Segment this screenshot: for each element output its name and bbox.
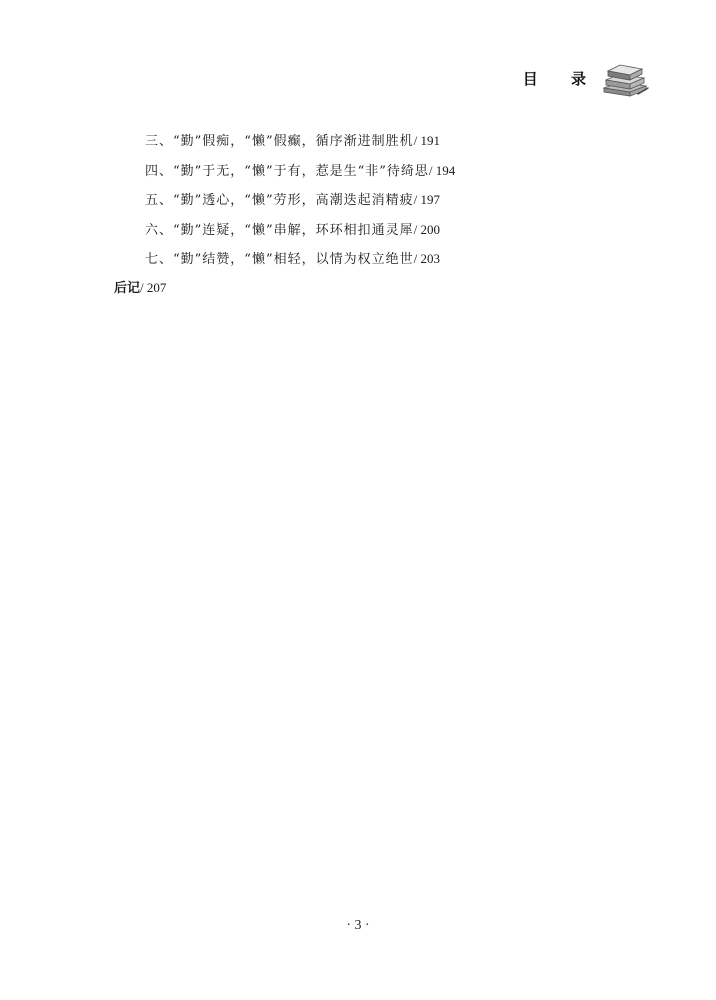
toc-entry-afterword[interactable] <box>114 280 166 297</box>
page-header <box>523 58 650 98</box>
toc-entry-text: 四、“勤”于无，“懒”于有，惹是生“非”待绮思 <box>145 164 429 179</box>
toc-entry-text: 三、“勤”假痴，“懒”假癫，循序渐进制胜机 <box>145 134 414 149</box>
toc-entry-7[interactable] <box>145 251 440 268</box>
toc-entry-page: / 203 <box>413 251 440 266</box>
toc-entry-page: / 194 <box>428 163 456 178</box>
toc-entry-text: 七、“勤”结赞，“懒”相轻，以情为权立绝世 <box>145 252 414 267</box>
books-stack-icon <box>600 58 650 98</box>
toc-entry-page: / 200 <box>413 222 440 237</box>
toc-entry-4[interactable] <box>145 163 455 180</box>
toc-entry-text: 六、“勤”连疑，“懒”串解，环环相扣通灵犀 <box>145 223 414 238</box>
toc-entry-page: / 191 <box>413 133 440 148</box>
toc-entry-6[interactable] <box>145 222 440 239</box>
page-number: · 3 · <box>346 918 370 933</box>
toc-entry-page: / 197 <box>413 192 440 207</box>
toc-entry-5[interactable] <box>145 192 440 209</box>
afterword-page: / 207 <box>140 280 167 295</box>
afterword-label: 后记 <box>114 281 141 296</box>
header-title: 目 录 <box>522 69 600 88</box>
toc-entry-text: 五、“勤”透心，“懒”劳形，高潮迭起消精疲 <box>145 193 414 208</box>
toc-entry-3[interactable] <box>145 133 440 150</box>
